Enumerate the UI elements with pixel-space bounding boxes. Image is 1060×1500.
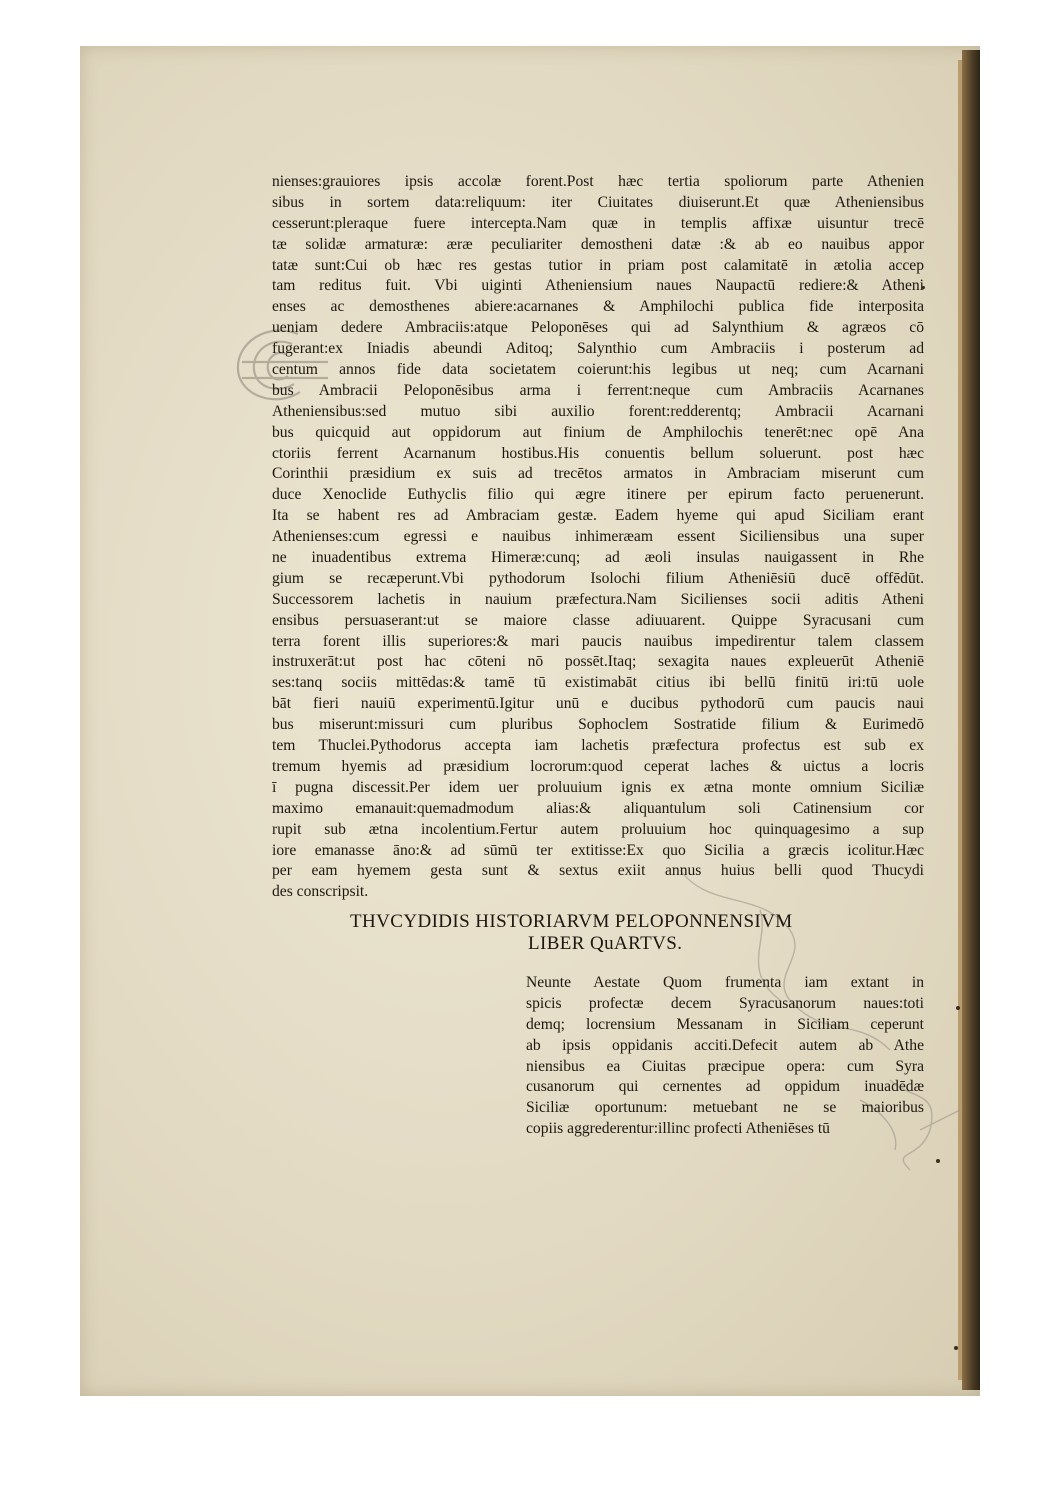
text-line: enses ac demosthenes abiere:acarnanes & Amphilochi publica fide interposita (272, 298, 924, 316)
text-line: Athenienses:cum egressi e nauibus inhimeræam essent Siciliensibus una super (272, 528, 924, 546)
text-line: bāt fieri nauiū experimentū.Igitur unū e ducibus pythodorū cum paucis naui (272, 695, 924, 713)
text-line: Atheniensibus:sed mutuo sibi auxilio forent:redderentq; Ambracii Acarnani (272, 402, 924, 420)
text-line: Successorem lachetis in nauium præfectura.Nam Sicilienses socii aditis Atheni (272, 590, 924, 608)
text-line: instruxerāt:ut post hac cōteni nō possēt.Itaq; sexagita naues expleuerūt Atheniē (272, 653, 924, 671)
text-line: Ita se habent res ad Ambraciam gestæ. Eadem hyeme qui apud Siciliam erant (272, 507, 924, 525)
text-line: Corinthii præsidium ex suis ad trecētos armatos in Ambraciam miserunt cum (272, 465, 924, 483)
text-line: ne inuadentibus extrema Himeræ:cunq; ad æoli insulas nauigassent in Rhe (272, 549, 924, 567)
text-line: copiis aggrederentur:illinc profecti Atheniēses tū (526, 1120, 830, 1138)
text-line: sibus in sortem data:reliquum: iter Ciuitates diuiserunt.Et quæ Atheniensibus (272, 193, 924, 211)
text-line: des conscripsit. (272, 883, 369, 901)
text-line: gium se recæperunt.Vbi pythodorum Isolochi filium Atheniēsiū ducē offēdūt. (272, 569, 924, 587)
text-line: rupit sub ætna incolentium.Fertur autem proluuium hoc quinquagesimo a sup (272, 820, 924, 838)
second-text-column (526, 973, 924, 1140)
text-line: cusanorum qui cernentes ad oppidum inuadēdæ (526, 1078, 924, 1096)
text-line: ensibus persuaserant:ut se maiore classe adiuuarent. Quippe Syracusani cum (272, 611, 924, 629)
text-line: bus miserunt:missuri cum pluribus Sophoclem Sostratide filium & Eurimedō (272, 716, 924, 734)
text-line: niensibus ea Ciuitas præcipue opera: cum Syra (526, 1057, 924, 1075)
heading-line-1: THVCYDIDIS HISTORIARVM PELOPONNENSIVM (350, 911, 793, 932)
text-line: ī pugna discessit.Per idem uer proluuium ignis ex ætna monte omnium Siciliæ (272, 778, 924, 796)
text-line: bus quicquid aut oppidorum aut finium de Amphilochis tenerēt:nec opē Ana (272, 423, 924, 441)
text-line: fugerant:ex Iniadis abeundi Aditoq; Salynthio cum Ambraciis i posterum ad (272, 340, 924, 358)
main-text-column (272, 172, 924, 903)
text-line: maximo emanauit:quemadmodum alias:& aliquantulum soli Catinensium cor (272, 799, 924, 817)
text-line: ctoriis ferrent Acarnanum hostibus.His conuentis bellum soluerunt. post hæc (272, 444, 924, 462)
text-line: spicis profectæ decem Syracusanorum naues:toti (526, 994, 924, 1012)
text-line: tem Thuclei.Pythodorus accepta iam lachetis præfectura profectus est sub ex (272, 737, 924, 755)
text-line: duce Xenoclide Euthyclis filio qui ægre itinere per epirum facto peruenerunt. (272, 486, 924, 504)
text-line: tatæ sunt:Cui ob hæc res gestas tutior in priam post calamitatē in ætolia accep (272, 256, 924, 274)
text-line: bus Ambracii Peloponēsibus arma i ferrent:neque cum Ambraciis Acarnanes (272, 381, 924, 399)
heading-line-2: LIBER QuARTVS. (528, 933, 683, 954)
book-heading (350, 911, 870, 955)
ink-dot (936, 1159, 940, 1163)
text-line: nienses:grauiores ipsis accolæ forent.Post hæc tertia spoliorum parte Athenien (272, 173, 924, 190)
text-line: cesserunt:pleraque fuere intercepta.Nam quæ in templis affixæ uisuntur trecē (272, 214, 924, 232)
text-line: ab ipsis oppidanis acciti.Defecit autem ab Athe (526, 1036, 924, 1054)
text-line: Siciliæ oportunum: metuebant ne se maioribus (526, 1099, 924, 1117)
text-line: tremum hyemis ad præsidium locrorum:quod ceperat laches & uictus a locris (272, 757, 924, 775)
text-line: centum annos fide data societatem coierunt:his legibus ut neq; cum Acarnani (272, 361, 924, 379)
text-line: ueniam dedere Ambraciis:atque Peloponēses qui ad Salynthium & agræos cō (272, 319, 924, 337)
ink-dot (956, 1006, 960, 1010)
ink-dot (954, 1346, 958, 1350)
text-line: iore emanasse āno:& ad sūmū ter extitisse:Ex quo Sicilia a græcis icolitur.Hæc (272, 841, 924, 859)
text-line: tam reditus fuit. Vbi uiginti Atheniensium naues Naupactū rediere:& Atheni (272, 277, 924, 295)
text-line: demq; locrensium Messanam in Siciliam ceperunt (526, 1015, 924, 1033)
text-line: Neunte Aestate Quom frumenta iam extant in (526, 974, 924, 991)
text-line: terra forent illis superiores:& mari paucis nauibus impedirentur talem classem (272, 632, 924, 650)
text-line: ses:tanq sociis mittēdas:& tamē tū existimabāt citius ibi bellū finitū iri:tū uole (272, 674, 924, 692)
text-line: per eam hyemem gesta sunt & sextus exiit annus huius belli quod Thucydi (272, 862, 924, 880)
book-spine-edge (962, 50, 980, 1390)
text-line: tæ solidæ armaturæ: æræ peculiariter demostheni datæ :& ab eo nauibus appor (272, 235, 924, 253)
